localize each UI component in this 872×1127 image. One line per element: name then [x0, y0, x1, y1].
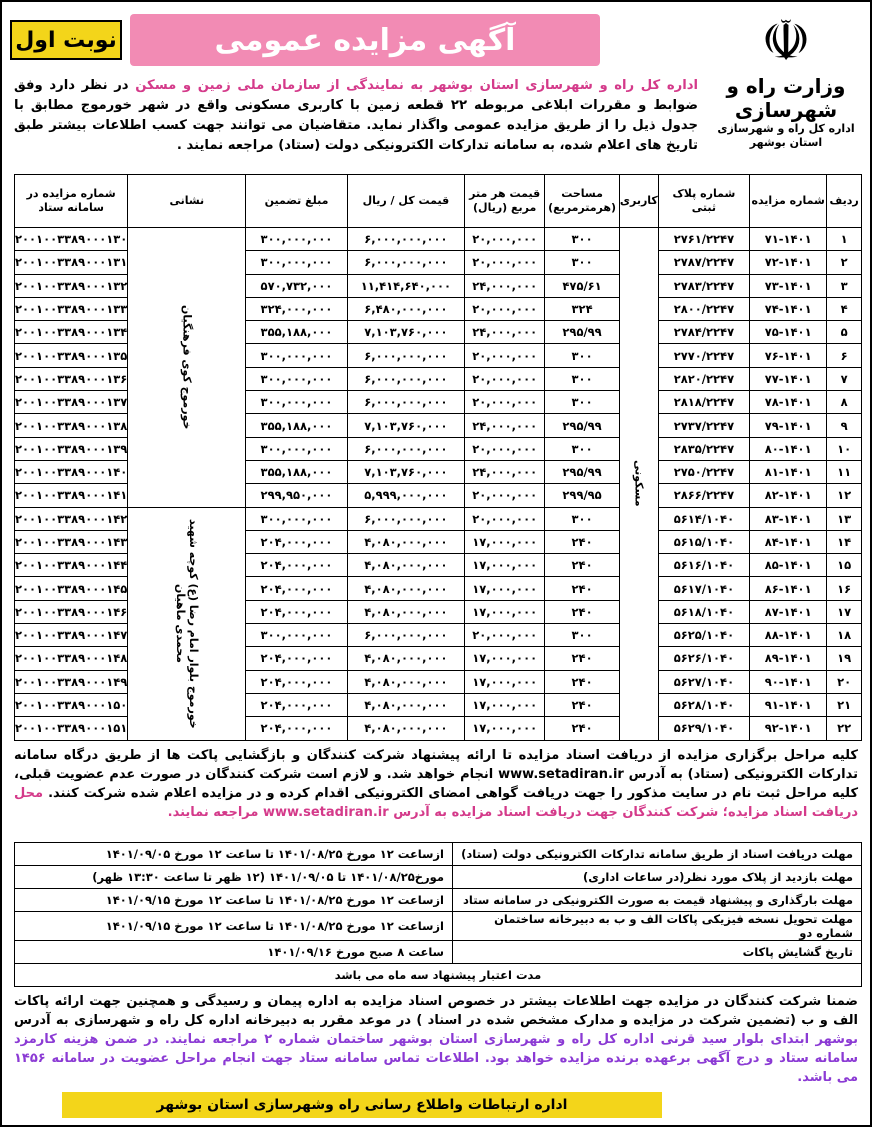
- table-cell: ۳۰۰: [545, 507, 620, 530]
- table-cell: ۶,۰۰۰,۰۰۰,۰۰۰: [347, 624, 464, 647]
- table-cell: ۲۰,۰۰۰,۰۰۰: [465, 367, 545, 390]
- header-auction-no: شماره مزایده: [750, 175, 827, 228]
- table-cell: ۲۰,۰۰۰,۰۰۰: [465, 484, 545, 507]
- table-cell: ۲۰,۰۰۰,۰۰۰: [465, 297, 545, 320]
- table-cell: ۸۷-۱۴۰۱: [750, 600, 827, 623]
- table-cell: ۵,۹۹۹,۰۰۰,۰۰۰: [347, 484, 464, 507]
- table-cell: ۵۶۲۷/۱۰۴۰: [658, 670, 749, 693]
- table-cell: ۱۷,۰۰۰,۰۰۰: [465, 717, 545, 740]
- table-cell: ۷۶-۱۴۰۱: [750, 344, 827, 367]
- table-cell: ۸۹-۱۴۰۱: [750, 647, 827, 670]
- schedule-value: ساعت ۸ صبح مورخ ۱۴۰۱/۰۹/۱۶: [15, 941, 453, 964]
- schedule-label: مهلت بارگذاری و پیشنهاد قیمت به صورت الکترونیکی در سامانه ستاد: [453, 889, 862, 912]
- ministry-name: وزارت راه و شهرسازی: [726, 74, 846, 122]
- table-cell: ۵۶۱۷/۱۰۴۰: [658, 577, 749, 600]
- table-cell: ۲۰۰۱۰۰۳۳۸۹۰۰۰۱۳۳: [15, 297, 128, 320]
- table-cell: ۳۰۰: [545, 251, 620, 274]
- contact-text: ضمنا شرکت کنندگان در مزایده جهت اطلاعات بیشتر در خصوص اسناد مزایده به اداره پیمان و رسیدگی و همچنین جهت ارائه پاکات الف و ب (تضمین شرکت در مزایده و مدارک مشخص شده در اسناد ) در موعد مقرر به دبیرخانه اداره کل راه و شهرسازی به آدرس: [14, 994, 858, 1028]
- table-cell: ۵۶۱۵/۱۰۴۰: [658, 530, 749, 553]
- table-cell: ۲۰۴,۰۰۰,۰۰۰: [246, 554, 347, 577]
- table-cell: ۲۰۰۱۰۰۳۳۸۹۰۰۰۱۴۶: [15, 600, 128, 623]
- table-cell: ۸۱-۱۴۰۱: [750, 460, 827, 483]
- schedule-note-row: [15, 964, 862, 987]
- table-cell: ۲۰۰۱۰۰۳۳۸۹۰۰۰۱۴۴: [15, 554, 128, 577]
- table-cell: ۲۱: [827, 693, 862, 716]
- table-cell: ۸۰-۱۴۰۱: [750, 437, 827, 460]
- schedule-row: [15, 912, 862, 941]
- table-cell: ۸: [827, 391, 862, 414]
- table-cell: ۹۱-۱۴۰۱: [750, 693, 827, 716]
- table-cell: ۲۰۰۱۰۰۳۳۸۹۰۰۰۱۳۴: [15, 321, 128, 344]
- table-cell: ۲۴۰: [545, 530, 620, 553]
- table-cell: ۲۰۴,۰۰۰,۰۰۰: [246, 717, 347, 740]
- header-unit-price: قیمت هر متر مربع (ریال): [465, 175, 545, 228]
- schedule-row: [15, 843, 862, 866]
- table-cell: ۲۰۴,۰۰۰,۰۰۰: [246, 530, 347, 553]
- table-cell: ۴,۰۸۰,۰۰۰,۰۰۰: [347, 670, 464, 693]
- table-cell: ۴,۰۸۰,۰۰۰,۰۰۰: [347, 600, 464, 623]
- schedule-value: مورخ۱۴۰۱/۰۸/۲۵ تا ۱۴۰۱/۰۹/۰۵ (۱۲ ظهر تا ساعت ۱۳:۳۰ ظهر): [15, 866, 453, 889]
- schedule-label: مهلت تحویل نسخه فیزیکی پاکات الف و ب به دبیرخانه ساختمان شماره دو: [453, 912, 862, 941]
- table-cell: ۱۶: [827, 577, 862, 600]
- table-cell: ۲۰۰۱۰۰۳۳۸۹۰۰۰۱۴۹: [15, 670, 128, 693]
- schedule-row: [15, 889, 862, 912]
- table-cell: ۴,۰۸۰,۰۰۰,۰۰۰: [347, 647, 464, 670]
- table-cell: ۱۷,۰۰۰,۰۰۰: [465, 554, 545, 577]
- table-cell: ۸۲-۱۴۰۱: [750, 484, 827, 507]
- contact-paragraph: [14, 992, 858, 1087]
- table-cell: ۲۰۰۱۰۰۳۳۸۹۰۰۰۱۳۸: [15, 414, 128, 437]
- header-deposit: مبلغ تضمین: [246, 175, 347, 228]
- table-cell: ۷۲-۱۴۰۱: [750, 251, 827, 274]
- department-name: اداره کل راه و شهرسازی استان بوشهر: [717, 122, 855, 149]
- table-cell: ۲۴,۰۰۰,۰۰۰: [465, 460, 545, 483]
- table-cell: ۲۴۰: [545, 717, 620, 740]
- table-row: [15, 507, 862, 530]
- intro-text: در نظر دارد وفق ضوابط و مقررات ابلاغی مربوطه ۲۲ قطعه زمین با کاربری مسکونی واقع در شهر خورموج مطابق با جدول ذیل را از طریق مزایده عمومی واگذار نماید. متقاضیان می توانند جهت کسب اطلاعات بیشتر طبق تاریخ های اعلام شده، به سامانه تدارکات الکترونیکی دولت (ستاد) مراجعه نمایند .: [14, 78, 698, 153]
- table-cell: ۲۰,۰۰۰,۰۰۰: [465, 251, 545, 274]
- header-usage: کاربری: [619, 175, 658, 228]
- table-cell: ۶: [827, 344, 862, 367]
- table-cell: ۲۰۰۱۰۰۳۳۸۹۰۰۰۱۳۵: [15, 344, 128, 367]
- table-cell: ۳۰۰: [545, 367, 620, 390]
- table-cell: ۱۷,۰۰۰,۰۰۰: [465, 670, 545, 693]
- table-cell: ۱۷,۰۰۰,۰۰۰: [465, 577, 545, 600]
- table-cell: ۲۰۰۱۰۰۳۳۸۹۰۰۰۱۴۸: [15, 647, 128, 670]
- table-cell: ۲۸۳۵/۲۲۴۷: [658, 437, 749, 460]
- table-cell: ۳۰۰: [545, 391, 620, 414]
- table-cell: ۲۰,۰۰۰,۰۰۰: [465, 344, 545, 367]
- table-cell: ۷۹-۱۴۰۱: [750, 414, 827, 437]
- table-cell: ۲۰۰۱۰۰۳۳۸۹۰۰۰۱۳۲: [15, 274, 128, 297]
- table-cell: ۲۰,۰۰۰,۰۰۰: [465, 391, 545, 414]
- table-cell: ۱۷: [827, 600, 862, 623]
- table-cell: ۵۶۱۴/۱۰۴۰: [658, 507, 749, 530]
- table-body: [15, 228, 862, 741]
- table-cell: ۷: [827, 367, 862, 390]
- table-cell: ۶,۰۰۰,۰۰۰,۰۰۰: [347, 344, 464, 367]
- table-cell: ۷۷-۱۴۰۱: [750, 367, 827, 390]
- schedule-value: ازساعت ۱۲ مورخ ۱۴۰۱/۰۸/۲۵ تا ساعت ۱۲ مورخ ۱۴۰۱/۰۹/۱۵: [15, 912, 453, 941]
- table-cell: ۲۸۰۰/۲۲۴۷: [658, 297, 749, 320]
- table-cell: ۱۱: [827, 460, 862, 483]
- table-cell: ۲۰۰۱۰۰۳۳۸۹۰۰۰۱۴۳: [15, 530, 128, 553]
- table-cell: ۸۸-۱۴۰۱: [750, 624, 827, 647]
- table-cell: ۲۰,۰۰۰,۰۰۰: [465, 437, 545, 460]
- table-cell: ۱۷,۰۰۰,۰۰۰: [465, 600, 545, 623]
- table-cell: ۹: [827, 414, 862, 437]
- table-cell: ۷,۱۰۳,۷۶۰,۰۰۰: [347, 414, 464, 437]
- table-cell: ۷,۱۰۳,۷۶۰,۰۰۰: [347, 321, 464, 344]
- table-cell: ۱۷,۰۰۰,۰۰۰: [465, 530, 545, 553]
- table-cell: ۲۴۰: [545, 554, 620, 577]
- table-cell: ۲۰,۰۰۰,۰۰۰: [465, 228, 545, 251]
- table-cell: ۲۴۰: [545, 693, 620, 716]
- table-cell: ۲۰۰۱۰۰۳۳۸۹۰۰۰۱۳۱: [15, 251, 128, 274]
- table-cell: ۲۸۱۸/۲۲۴۷: [658, 391, 749, 414]
- schedule-label: مهلت دریافت اسناد از طریق سامانه تدارکات الکترونیکی دولت (ستاد): [453, 843, 862, 866]
- schedule-row: [15, 866, 862, 889]
- table-cell: ۳۰۰: [545, 437, 620, 460]
- table-cell: ۱۷,۰۰۰,۰۰۰: [465, 647, 545, 670]
- table-cell: ۶,۰۰۰,۰۰۰,۰۰۰: [347, 437, 464, 460]
- schedule-label: مهلت بازدید از پلاک مورد نظر(در ساعات اداری): [453, 866, 862, 889]
- table-cell: ۷۵-۱۴۰۱: [750, 321, 827, 344]
- table-cell: ۲۰۰۱۰۰۳۳۸۹۰۰۰۱۴۱: [15, 484, 128, 507]
- table-cell: ۶,۰۰۰,۰۰۰,۰۰۰: [347, 251, 464, 274]
- table-cell: ۳۰۰,۰۰۰,۰۰۰: [246, 391, 347, 414]
- table-cell: ۴,۰۸۰,۰۰۰,۰۰۰: [347, 577, 464, 600]
- table-cell: ۳: [827, 274, 862, 297]
- table-cell: ۵۷۰,۷۳۲,۰۰۰: [246, 274, 347, 297]
- table-cell: ۲۰۰۱۰۰۳۳۸۹۰۰۰۱۵۰: [15, 693, 128, 716]
- address-cell: خورموج بلوار امام رضا (ع) کوچه شهید محمدی ماهیان: [128, 507, 246, 740]
- table-cell: ۵۶۱۶/۱۰۴۰: [658, 554, 749, 577]
- table-cell: ۲۹۹,۹۵۰,۰۰۰: [246, 484, 347, 507]
- table-cell: ۲۰: [827, 670, 862, 693]
- table-cell: ۷۱-۱۴۰۱: [750, 228, 827, 251]
- table-cell: ۲۰,۰۰۰,۰۰۰: [465, 507, 545, 530]
- table-cell: ۱۳: [827, 507, 862, 530]
- table-cell: ۱۱,۴۱۴,۶۴۰,۰۰۰: [347, 274, 464, 297]
- table-cell: ۴۷۵/۶۱: [545, 274, 620, 297]
- table-cell: ۲: [827, 251, 862, 274]
- table-header-row: [15, 175, 862, 228]
- table-cell: ۲۴,۰۰۰,۰۰۰: [465, 414, 545, 437]
- first-notice-badge: نوبت اول: [10, 20, 122, 60]
- table-cell: ۸۵-۱۴۰۱: [750, 554, 827, 577]
- validity-note: مدت اعتبار پیشنهاد سه ماه می باشد: [15, 964, 862, 987]
- table-cell: ۱: [827, 228, 862, 251]
- header-row-number: ردیف: [827, 175, 862, 228]
- table-cell: ۳۰۰,۰۰۰,۰۰۰: [246, 367, 347, 390]
- table-cell: ۲۰۴,۰۰۰,۰۰۰: [246, 577, 347, 600]
- table-cell: ۲۰۴,۰۰۰,۰۰۰: [246, 600, 347, 623]
- table-cell: ۲۰۰۱۰۰۳۳۸۹۰۰۰۱۵۱: [15, 717, 128, 740]
- table-cell: ۳۰۰: [545, 344, 620, 367]
- table-cell: ۲۷۶۱/۲۲۴۷: [658, 228, 749, 251]
- table-cell: ۵۶۲۶/۱۰۴۰: [658, 647, 749, 670]
- table-cell: ۸۳-۱۴۰۱: [750, 507, 827, 530]
- table-cell: ۳۲۴: [545, 297, 620, 320]
- table-cell: ۳۵۵,۱۸۸,۰۰۰: [246, 460, 347, 483]
- table-cell: ۲۴,۰۰۰,۰۰۰: [465, 274, 545, 297]
- table-cell: ۳۲۴,۰۰۰,۰۰۰: [246, 297, 347, 320]
- table-cell: ۲۴۰: [545, 670, 620, 693]
- table-cell: ۳۵۵,۱۸۸,۰۰۰: [246, 414, 347, 437]
- table-cell: ۵۶۲۹/۱۰۴۰: [658, 717, 749, 740]
- table-cell: ۲۰۰۱۰۰۳۳۸۹۰۰۰۱۳۶: [15, 367, 128, 390]
- table-cell: ۶,۴۸۰,۰۰۰,۰۰۰: [347, 297, 464, 320]
- schedule-row: [15, 941, 862, 964]
- header-total-price: قیمت کل / ریال: [347, 175, 464, 228]
- table-cell: ۲۸۲۰/۲۲۴۷: [658, 367, 749, 390]
- ministry-logo: [706, 10, 866, 160]
- schedule-body: [15, 843, 862, 987]
- documents-location: محل دریافت اسناد مزایده؛ شرکت کنندگان جهت دریافت اسناد مزایده به آدرس www.setadiran.ir مراجعه نمایند.: [14, 786, 858, 820]
- header-area: مساحت (هرمترمربع): [545, 175, 620, 228]
- schedule-label: تاریخ گشایش پاکات: [453, 941, 862, 964]
- table-cell: ۳۰۰,۰۰۰,۰۰۰: [246, 437, 347, 460]
- schedule-value: ازساعت ۱۲ مورخ ۱۴۰۱/۰۸/۲۵ تا ساعت ۱۲ مورخ ۱۴۰۱/۰۹/۰۵: [15, 843, 453, 866]
- table-cell: ۴,۰۸۰,۰۰۰,۰۰۰: [347, 717, 464, 740]
- table-cell: ۲۴۰: [545, 647, 620, 670]
- table-cell: ۱۷,۰۰۰,۰۰۰: [465, 693, 545, 716]
- table-cell: ۱۸: [827, 624, 862, 647]
- header-setad-no: شماره مزایده در سامانه ستاد: [15, 175, 128, 228]
- table-cell: ۵۶۲۸/۱۰۴۰: [658, 693, 749, 716]
- table-cell: ۲۸۶۶/۲۲۴۷: [658, 484, 749, 507]
- table-cell: ۲۰۴,۰۰۰,۰۰۰: [246, 693, 347, 716]
- procedure-paragraph: [14, 746, 858, 822]
- table-cell: ۲۷۸۴/۲۲۴۷: [658, 321, 749, 344]
- table-cell: ۱۲: [827, 484, 862, 507]
- table-cell: ۶,۰۰۰,۰۰۰,۰۰۰: [347, 367, 464, 390]
- table-cell: ۱۹: [827, 647, 862, 670]
- table-cell: ۲۰۴,۰۰۰,۰۰۰: [246, 647, 347, 670]
- table-cell: ۲۷۵۰/۲۲۴۷: [658, 460, 749, 483]
- table-cell: ۲۰۰۱۰۰۳۳۸۹۰۰۰۱۴۰: [15, 460, 128, 483]
- table-cell: ۳۵۵,۱۸۸,۰۰۰: [246, 321, 347, 344]
- table-cell: ۲۷۸۳/۲۲۴۷: [658, 274, 749, 297]
- table-cell: ۵۶۱۸/۱۰۴۰: [658, 600, 749, 623]
- table-cell: ۲۰۰۱۰۰۳۳۸۹۰۰۰۱۳۹: [15, 437, 128, 460]
- table-cell: ۲۰۰۱۰۰۳۳۸۹۰۰۰۱۴۲: [15, 507, 128, 530]
- footer-banner: اداره ارتباطات واطلاع رسانی راه وشهرسازی استان بوشهر: [62, 1092, 662, 1118]
- table-cell: ۲۰۰۱۰۰۳۳۸۹۰۰۰۱۳۰: [15, 228, 128, 251]
- table-cell: ۶,۰۰۰,۰۰۰,۰۰۰: [347, 391, 464, 414]
- schedule-value: ازساعت ۱۲ مورخ ۱۴۰۱/۰۸/۲۵ تا ساعت ۱۲ مورخ ۱۴۰۱/۰۹/۱۵: [15, 889, 453, 912]
- table-cell: ۳۰۰: [545, 624, 620, 647]
- table-cell: ۵۶۲۵/۱۰۴۰: [658, 624, 749, 647]
- table-cell: ۷۳-۱۴۰۱: [750, 274, 827, 297]
- table-cell: ۲۰۰۱۰۰۳۳۸۹۰۰۰۱۴۵: [15, 577, 128, 600]
- contact-address: بوشهر ابتدای بلوار سید قرنی اداره کل راه و شهرسازی استان بوشهر ساختمان شماره ۲ مراجعه نمایند. در ضمن هزینه کارمزد سامانه ستاد و درج آگهی برعهده برنده مزایده خواهد بود. اطلاعات تماس سامانه ستاد جهت انجام مراحل عضویت در سامانه ۱۴۵۶ می باشد.: [14, 1032, 858, 1085]
- table-cell: ۲۰۴,۰۰۰,۰۰۰: [246, 670, 347, 693]
- intro-paragraph: [14, 76, 698, 156]
- table-cell: ۳۰۰,۰۰۰,۰۰۰: [246, 251, 347, 274]
- table-cell: ۸۶-۱۴۰۱: [750, 577, 827, 600]
- table-cell: ۲۷۳۷/۲۲۴۷: [658, 414, 749, 437]
- table-cell: ۴,۰۸۰,۰۰۰,۰۰۰: [347, 554, 464, 577]
- table-cell: ۲۷۷۰/۲۲۴۷: [658, 344, 749, 367]
- table-cell: ۲۲: [827, 717, 862, 740]
- table-cell: ۸۴-۱۴۰۱: [750, 530, 827, 553]
- emblem-icon: ☫: [760, 9, 812, 74]
- table-cell: ۳۰۰,۰۰۰,۰۰۰: [246, 507, 347, 530]
- plots-table: [14, 174, 862, 741]
- page-title: آگهی مزایده عمومی: [130, 14, 600, 66]
- address-cell: خورموج کوی فرهنگیان: [128, 228, 246, 508]
- table-cell: ۲۹۹/۹۵: [545, 484, 620, 507]
- schedule-table: [14, 842, 862, 987]
- table-cell: ۴,۰۸۰,۰۰۰,۰۰۰: [347, 530, 464, 553]
- procedure-text: کلیه مراحل برگزاری مزایده از دریافت اسناد مزایده تا ارائه پیشنهاد شرکت کنندگان و بازگشایی پاکت ها از طریق درگاه سامانه تدارکات الکترونیکی (ستاد) به آدرس www.setadiran.ir انجام خواهد شد. و لازم است شرکت کنندگان در صورت عدم عضویت قبلی، کلیه مراحل ثبت نام در سایت مذکور را جهت دریافت گواهی امضای الکترونیکی اقدام کرده و در مزایده اعلام شده شرکت کنند.: [14, 748, 859, 801]
- table-cell: ۷۴-۱۴۰۱: [750, 297, 827, 320]
- table-cell: ۶,۰۰۰,۰۰۰,۰۰۰: [347, 228, 464, 251]
- intro-highlight: اداره کل راه و شهرسازی استان بوشهر به نمایندگی از سازمان ملی زمین و مسکن: [135, 78, 698, 93]
- table-cell: ۲۰۰۱۰۰۳۳۸۹۰۰۰۱۴۷: [15, 624, 128, 647]
- header-address: نشانی: [128, 175, 246, 228]
- table-cell: ۲۰,۰۰۰,۰۰۰: [465, 624, 545, 647]
- table-cell: ۹۲-۱۴۰۱: [750, 717, 827, 740]
- table-cell: ۲۴,۰۰۰,۰۰۰: [465, 321, 545, 344]
- header-plate: شماره پلاک ثبتی: [658, 175, 749, 228]
- table-cell: ۲۷۸۷/۲۲۴۷: [658, 251, 749, 274]
- table-cell: ۵: [827, 321, 862, 344]
- table-cell: ۹۰-۱۴۰۱: [750, 670, 827, 693]
- table-cell: ۷,۱۰۳,۷۶۰,۰۰۰: [347, 460, 464, 483]
- table-cell: ۲۰۰۱۰۰۳۳۸۹۰۰۰۱۳۷: [15, 391, 128, 414]
- table-cell: ۲۴۰: [545, 577, 620, 600]
- table-cell: ۳۰۰,۰۰۰,۰۰۰: [246, 624, 347, 647]
- table-cell: ۴: [827, 297, 862, 320]
- table-cell: ۱۰: [827, 437, 862, 460]
- table-cell: ۱۴: [827, 530, 862, 553]
- table-cell: ۲۹۵/۹۹: [545, 460, 620, 483]
- table-cell: ۳۰۰: [545, 228, 620, 251]
- table-cell: ۷۸-۱۴۰۱: [750, 391, 827, 414]
- table-cell: ۲۴۰: [545, 600, 620, 623]
- usage-cell: مسکونی: [619, 228, 658, 741]
- table-cell: ۲۹۵/۹۹: [545, 321, 620, 344]
- table-cell: ۲۹۵/۹۹: [545, 414, 620, 437]
- table-cell: ۴,۰۸۰,۰۰۰,۰۰۰: [347, 693, 464, 716]
- table-cell: ۱۵: [827, 554, 862, 577]
- table-cell: ۳۰۰,۰۰۰,۰۰۰: [246, 228, 347, 251]
- table-cell: ۶,۰۰۰,۰۰۰,۰۰۰: [347, 507, 464, 530]
- table-cell: ۳۰۰,۰۰۰,۰۰۰: [246, 344, 347, 367]
- table-row: [15, 228, 862, 251]
